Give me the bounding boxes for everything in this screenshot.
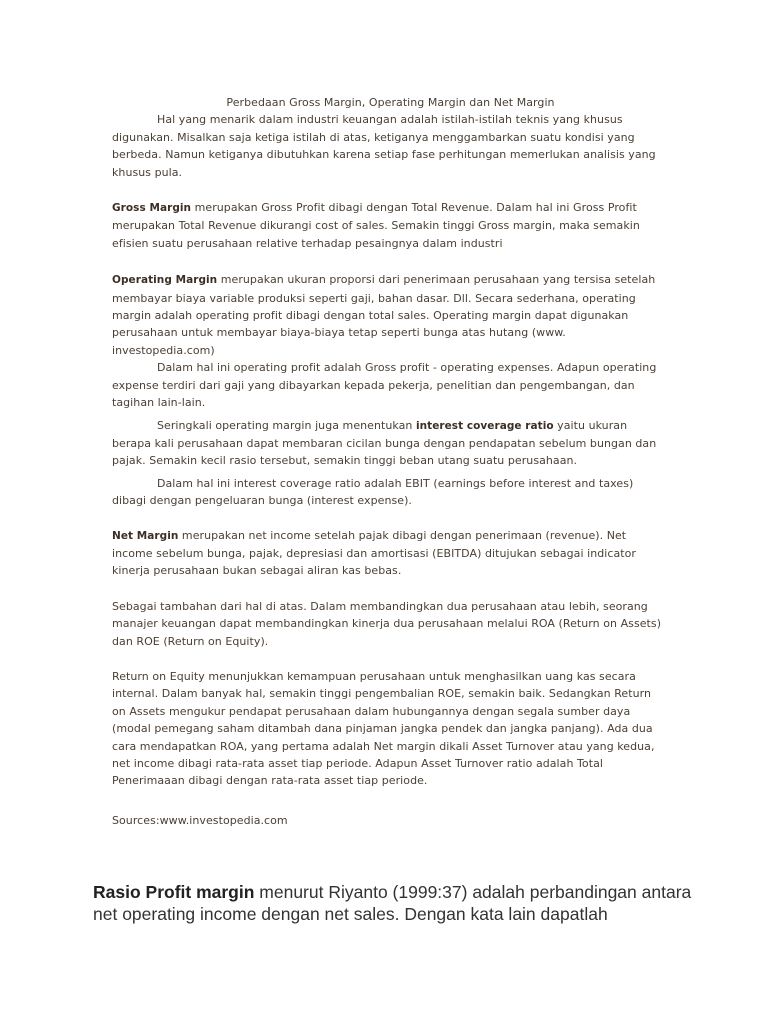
ebit-paragraph: Dalam hal ini interest coverage ratio adalah EBIT (earnings before interest and taxes) dibagi dengan pengeluaran bunga (interest expense). bbox=[112, 476, 634, 508]
profit-margin-paragraph bbox=[93, 881, 693, 925]
interest-coverage-text: yaitu ukuran berapa kali perusahaan dapat membaran cicilan bunga dengan pendapatan sebelum bungan dan pajak. Semakin kecil rasio tersebut, semakin tinggi beban utang suatu perusahaan. bbox=[112, 418, 657, 468]
interest-coverage-lead: Seringkali operating margin juga menentukan bbox=[157, 418, 416, 432]
operating-margin-paragraph bbox=[112, 271, 664, 359]
operating-margin-term: Operating Margin bbox=[112, 274, 218, 287]
gross-margin-paragraph bbox=[112, 199, 664, 252]
interest-coverage-paragraph bbox=[112, 417, 664, 470]
roe-paragraph: Return on Equity menunjukkan kemampuan perusahaan untuk menghasilkan uang kas secara internal. Dalam banyak hal, semakin tinggi pengembalian ROE, semakin baik. Sedangkan Return on Assets mengukur pendapat perusahaan dalam hubungannya dengan segala sumber daya (modal pemegang saham ditambah dana pinjaman jangka pendek dan jangka panjang). Ada dua cara mendapatkan ROA, yang pertama adalah Net margin dikali Asset Turnover atau yang kedua, net income dibagi rata-rata asset tiap periode. Adapun Asset Turnover ratio adalah Total Penerimaaan dibagi dengan rata-rata asset tiap periode. bbox=[112, 669, 655, 788]
sources-line: Sources:www.investopedia.com bbox=[112, 813, 288, 827]
gross-margin-text: merupakan Gross Profit dibagi dengan Total Revenue. Dalam hal ini Gross Profit merupakan Total Revenue dikurangi cost of sales. Semakin tinggi Gross margin, maka semakin efisien suatu perusahaan relative terhadap pesaingnya dalam industri bbox=[112, 201, 640, 250]
profit-margin-text: menurut Riyanto (1999:37) adalah perbandingan antara net operating income dengan net sales. Dengan kata lain dapatlah bbox=[93, 882, 692, 924]
operating-margin-text: merupakan ukuran proporsi dari penerimaan perusahaan yang tersisa setelah membayar biaya variable produksi seperti gaji, bahan dasar. Dll. Secara sederhana, operating margin adalah operating profit dibagi dengan total sales. Operating margin dapat digunakan perusahaan untuk membayar biaya-biaya tetap seperti bunga atas hutang (www. investopedia.com) bbox=[112, 273, 656, 357]
net-margin-paragraph bbox=[112, 527, 664, 580]
profit-margin-term: Rasio Profit margin bbox=[93, 882, 255, 902]
net-margin-text: merupakan net income setelah pajak dibagi dengan penerimaan (revenue). Net income sebelum bunga, pajak, depresiasi dan amortisasi (EBITDA) ditujukan sebagai indicator kinerja perusahaan bukan sebagai aliran kas bebas. bbox=[112, 528, 636, 578]
document-body bbox=[112, 94, 664, 829]
net-margin-term: Net Margin bbox=[112, 529, 179, 542]
document-title: Perbedaan Gross Margin, Operating Margin dan Net Margin bbox=[226, 96, 555, 109]
gross-margin-term: Gross Margin bbox=[112, 202, 192, 215]
interest-coverage-term: interest coverage ratio bbox=[415, 419, 554, 432]
intro-paragraph: Hal yang menarik dalam industri keuangan adalah istilah-istilah teknis yang khusus digunakan. Misalkan saja ketiga istilah di atas, ketiganya menggambarkan suatu kondisi yang berbeda. Namun ketiganya dibutuhkan karena setiap fase perhitungan memerlukan analisis yang khusus pula. bbox=[112, 113, 656, 179]
operating-profit-paragraph: Dalam hal ini operating profit adalah Gross profit - operating expenses. Adapun operating expense terdiri dari gaji yang dibayarkan kepada pekerja, penelitian dan pengembangan, dan tagihan lain-lain. bbox=[112, 361, 657, 410]
addition-paragraph: Sebagai tambahan dari hal di atas. Dalam membandingkan dua perusahaan atau lebih, seorang manajer keuangan dapat membandingkan kinerja dua perusahaan melalui ROA (Return on Assets) dan ROE (Return on Equity). bbox=[112, 599, 662, 648]
